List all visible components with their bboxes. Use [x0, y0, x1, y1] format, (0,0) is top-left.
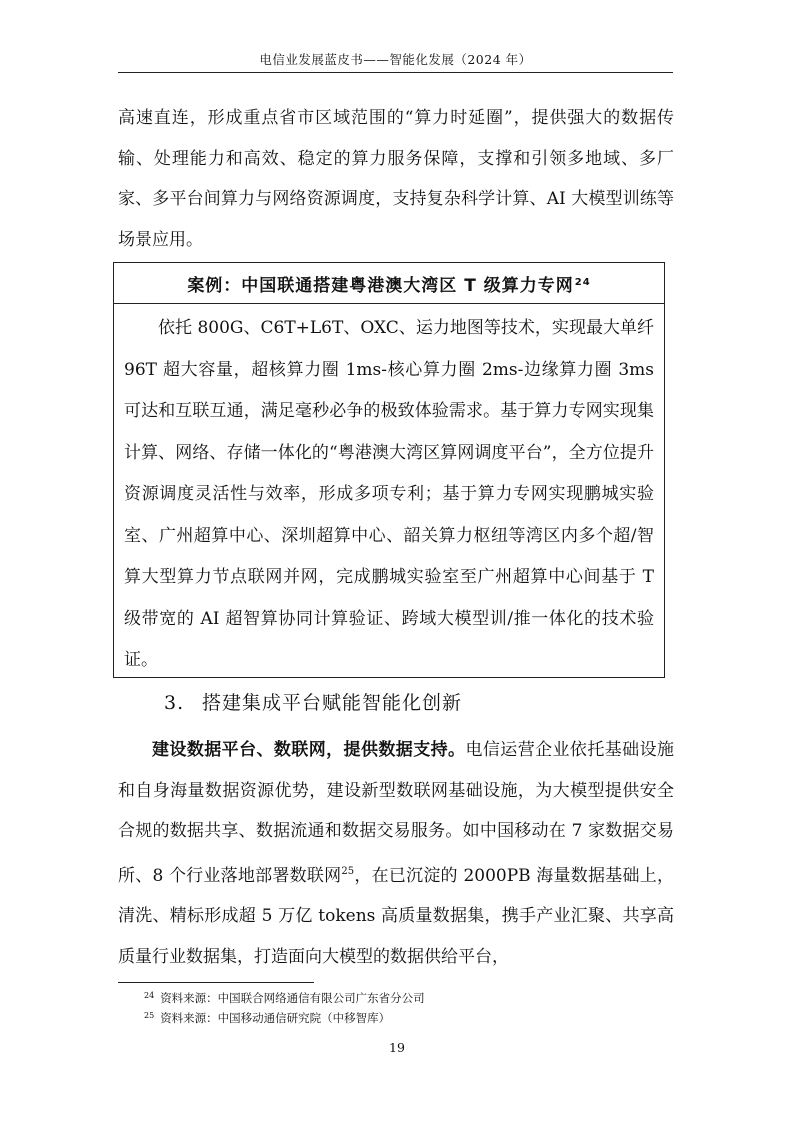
- data-platform-paragraph: [118, 730, 674, 977]
- section-number: 3.: [164, 692, 185, 714]
- footnote-marker: 25: [144, 1011, 155, 1020]
- header-divider: [118, 72, 673, 73]
- footnote-marker: 24: [144, 991, 155, 1000]
- footnote-ref-25[interactable]: 25: [341, 865, 355, 877]
- footnote-25: [144, 1010, 390, 1026]
- running-header: 电信业发展蓝皮书——智能化发展（2024 年）: [259, 52, 532, 67]
- case-title-row: [114, 263, 664, 304]
- footnote-text: 资料来源：中国移动通信研究院（中移智库）: [160, 1011, 391, 1025]
- footnote-24: [144, 990, 425, 1006]
- paragraph-lead: 建设数据平台、数联网，提供数据支持。: [152, 740, 466, 760]
- footnote-divider: [118, 982, 314, 983]
- section-title: 搭建集成平台赋能智能化创新: [202, 692, 463, 714]
- footnote-text: 资料来源：中国联合网络通信有限公司广东省分公司: [160, 991, 425, 1005]
- page-number: 19: [389, 1040, 405, 1055]
- case-title-footnote-ref[interactable]: 24: [574, 276, 591, 288]
- case-body: 依托 800G、C6T+L6T、OXC、运力地图等技术，实现最大单纤 96T 超大容量，超核算力圈 1ms-核心算力圈 2ms-边缘算力圈 3ms 可达和互联互通，满足毫秒必争的极致体验需求。基于算力专网实现集计算、网络、存储一体化的“粤港澳大湾区算网调度平台”，全方位提升资源调度灵活性与效率，形成多项专利；基于算力专网实现鹏城实验室、广州超算中心、深圳超算中心、韶关算力枢纽等湾区内多个超/智算大型算力节点联网并网，完成鹏城实验室至广州超算中心间基于 T 级带宽的 AI 超智算协同计算验证、跨域大模型训/推一体化的技术验证。: [124, 318, 654, 670]
- section-heading: [164, 688, 462, 715]
- paragraph-text-part-2: ，在已沉淀的 2000PB 海量数据基础上，清洗、精标形成超 5 万亿 tokens 高质量数据集，携手产业汇聚、共享高质量行业数据集，打造面向大模型的数据供给平台，: [118, 865, 674, 967]
- paragraph-text-part-1: 电信运营企业依托基础设施和自身海量数据资源优势，建设新型数联网基础设施，为大模型提供安全合规的数据共享、数据流通和数据交易服务。如中国移动在 7 家数据交易所、8 个行业落地部署数联网: [118, 740, 675, 886]
- intro-paragraph: 高速直连，形成重点省市区域范围的“算力时延圈”，提供强大的数据传输、处理能力和高效、稳定的算力服务保障，支撑和引领多地域、多厂家、多平台间算力与网络资源调度，支持复杂科学计算、AI 大模型训练等场景应用。: [118, 108, 674, 250]
- case-title-text: 案例：中国联通搭建粤港澳大湾区 T 级算力专网: [187, 275, 574, 296]
- case-title: [187, 271, 590, 296]
- case-study-box: [113, 262, 665, 678]
